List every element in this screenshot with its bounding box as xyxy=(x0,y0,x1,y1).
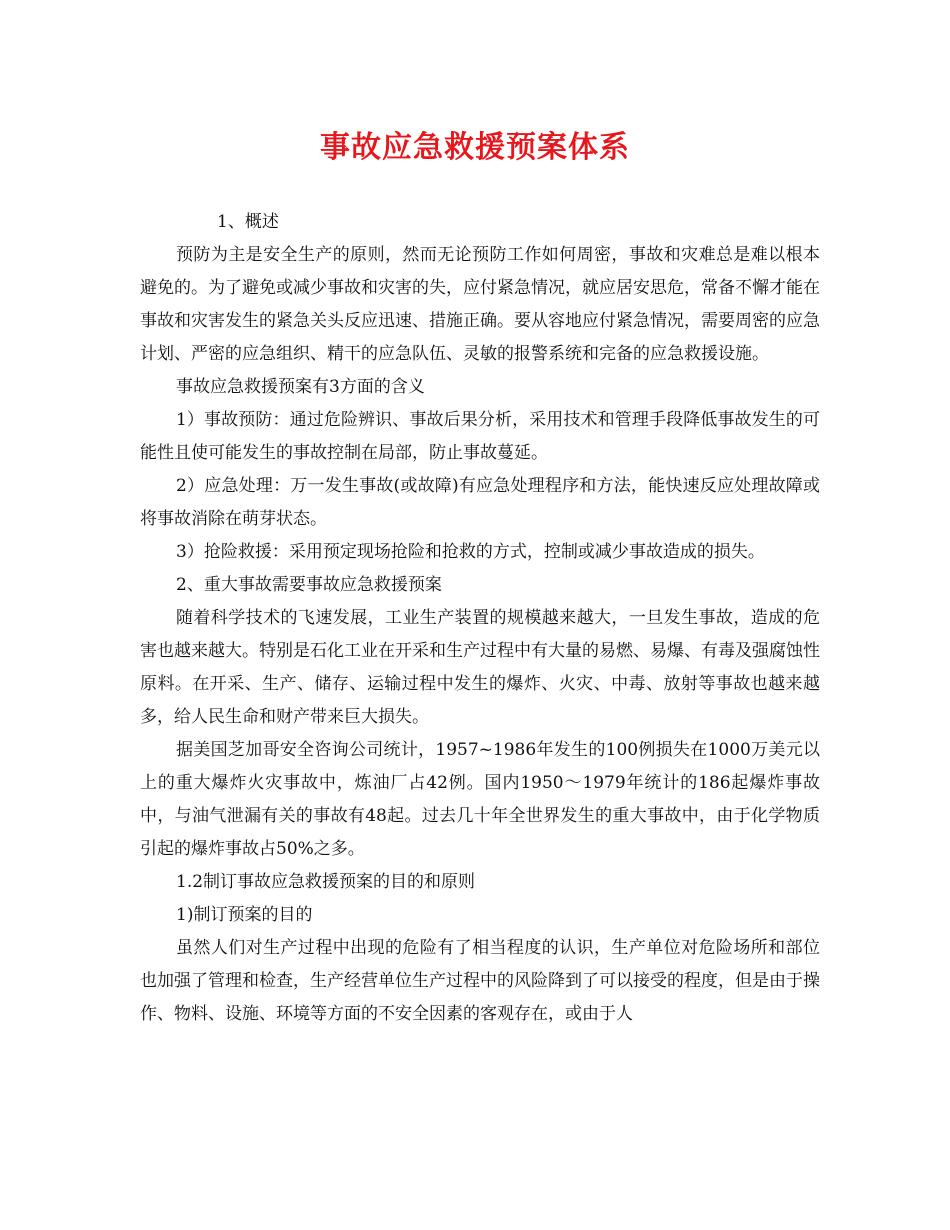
subsection-heading-purpose: 1)制订预案的目的 xyxy=(176,905,313,925)
body-paragraph: 随着科学技术的飞速发展，工业生产装置的规模越来越大，一旦发生事故，造成的危害也越来越大。特别是石化工业在开采和生产过程中有大量的易燃、易爆、有毒及强腐蚀性原料。在开采、生产、储存、运输过程中发生的爆炸、火灾、中毒、放射等事故也越来越多，给人民生命和财产带来巨大损失。 xyxy=(140,608,820,727)
document-title: 事故应急救援预案体系 xyxy=(320,130,630,165)
body-paragraph: 据美国芝加哥安全咨询公司统计，1957~1986年发生的100例损失在1000万美元以上的重大爆炸火灾事故中，炼油厂占42例。国内1950～1979年统计的186起爆炸事故中，与油气泄漏有关的事故有48起。过去几十年全世界发生的重大事故中，由于化学物质引起的爆炸事故占50%之多。 xyxy=(140,740,820,859)
body-paragraph: 预防为主是安全生产的原则，然而无论预防工作如何周密，事故和灾难总是难以根本避免的。为了避免或减少事故和灾害的失，应付紧急情况，就应居安思危，常备不懈才能在事故和灾害发生的紧急关头反应迅速、措施正确。要从容地应付紧急情况，需要周密的应急计划、严密的应急组织、精干的应急队伍、灵敏的报警系统和完备的应急救援设施。 xyxy=(140,245,820,364)
list-item-prevention: 1）事故预防：通过危险辨识、事故后果分析，采用技术和管理手段降低事故发生的可能性且使可能发生的事故控制在局部，防止事故蔓延。 xyxy=(140,410,820,463)
list-item-emergency-handling: 2）应急处理：万一发生事故(或故障)有应急处理程序和方法，能快速反应处理故障或将事故消除在萌芽状态。 xyxy=(140,476,820,529)
body-paragraph: 虽然人们对生产过程中出现的危险有了相当程度的认识，生产单位对危险场所和部位也加强了管理和检查，生产经营单位生产过程中的风险降到了可以接受的程度，但是由于操作、物料、设施、环境等方面的不安全因素的客观存在，或由于人 xyxy=(140,938,820,1024)
section-heading-purpose-principles: 1.2制订事故应急救援预案的目的和原则 xyxy=(176,872,476,892)
section-heading-major-accidents: 2、重大事故需要事故应急救援预案 xyxy=(176,575,442,595)
document-body xyxy=(140,206,820,1031)
section-heading-overview: 1、概述 xyxy=(217,212,279,232)
list-item-rescue: 3）抢险救援：采用预定现场抢险和抢救的方式，控制或减少事故造成的损失。 xyxy=(176,542,765,562)
body-paragraph: 事故应急救援预案有3方面的含义 xyxy=(176,377,425,397)
